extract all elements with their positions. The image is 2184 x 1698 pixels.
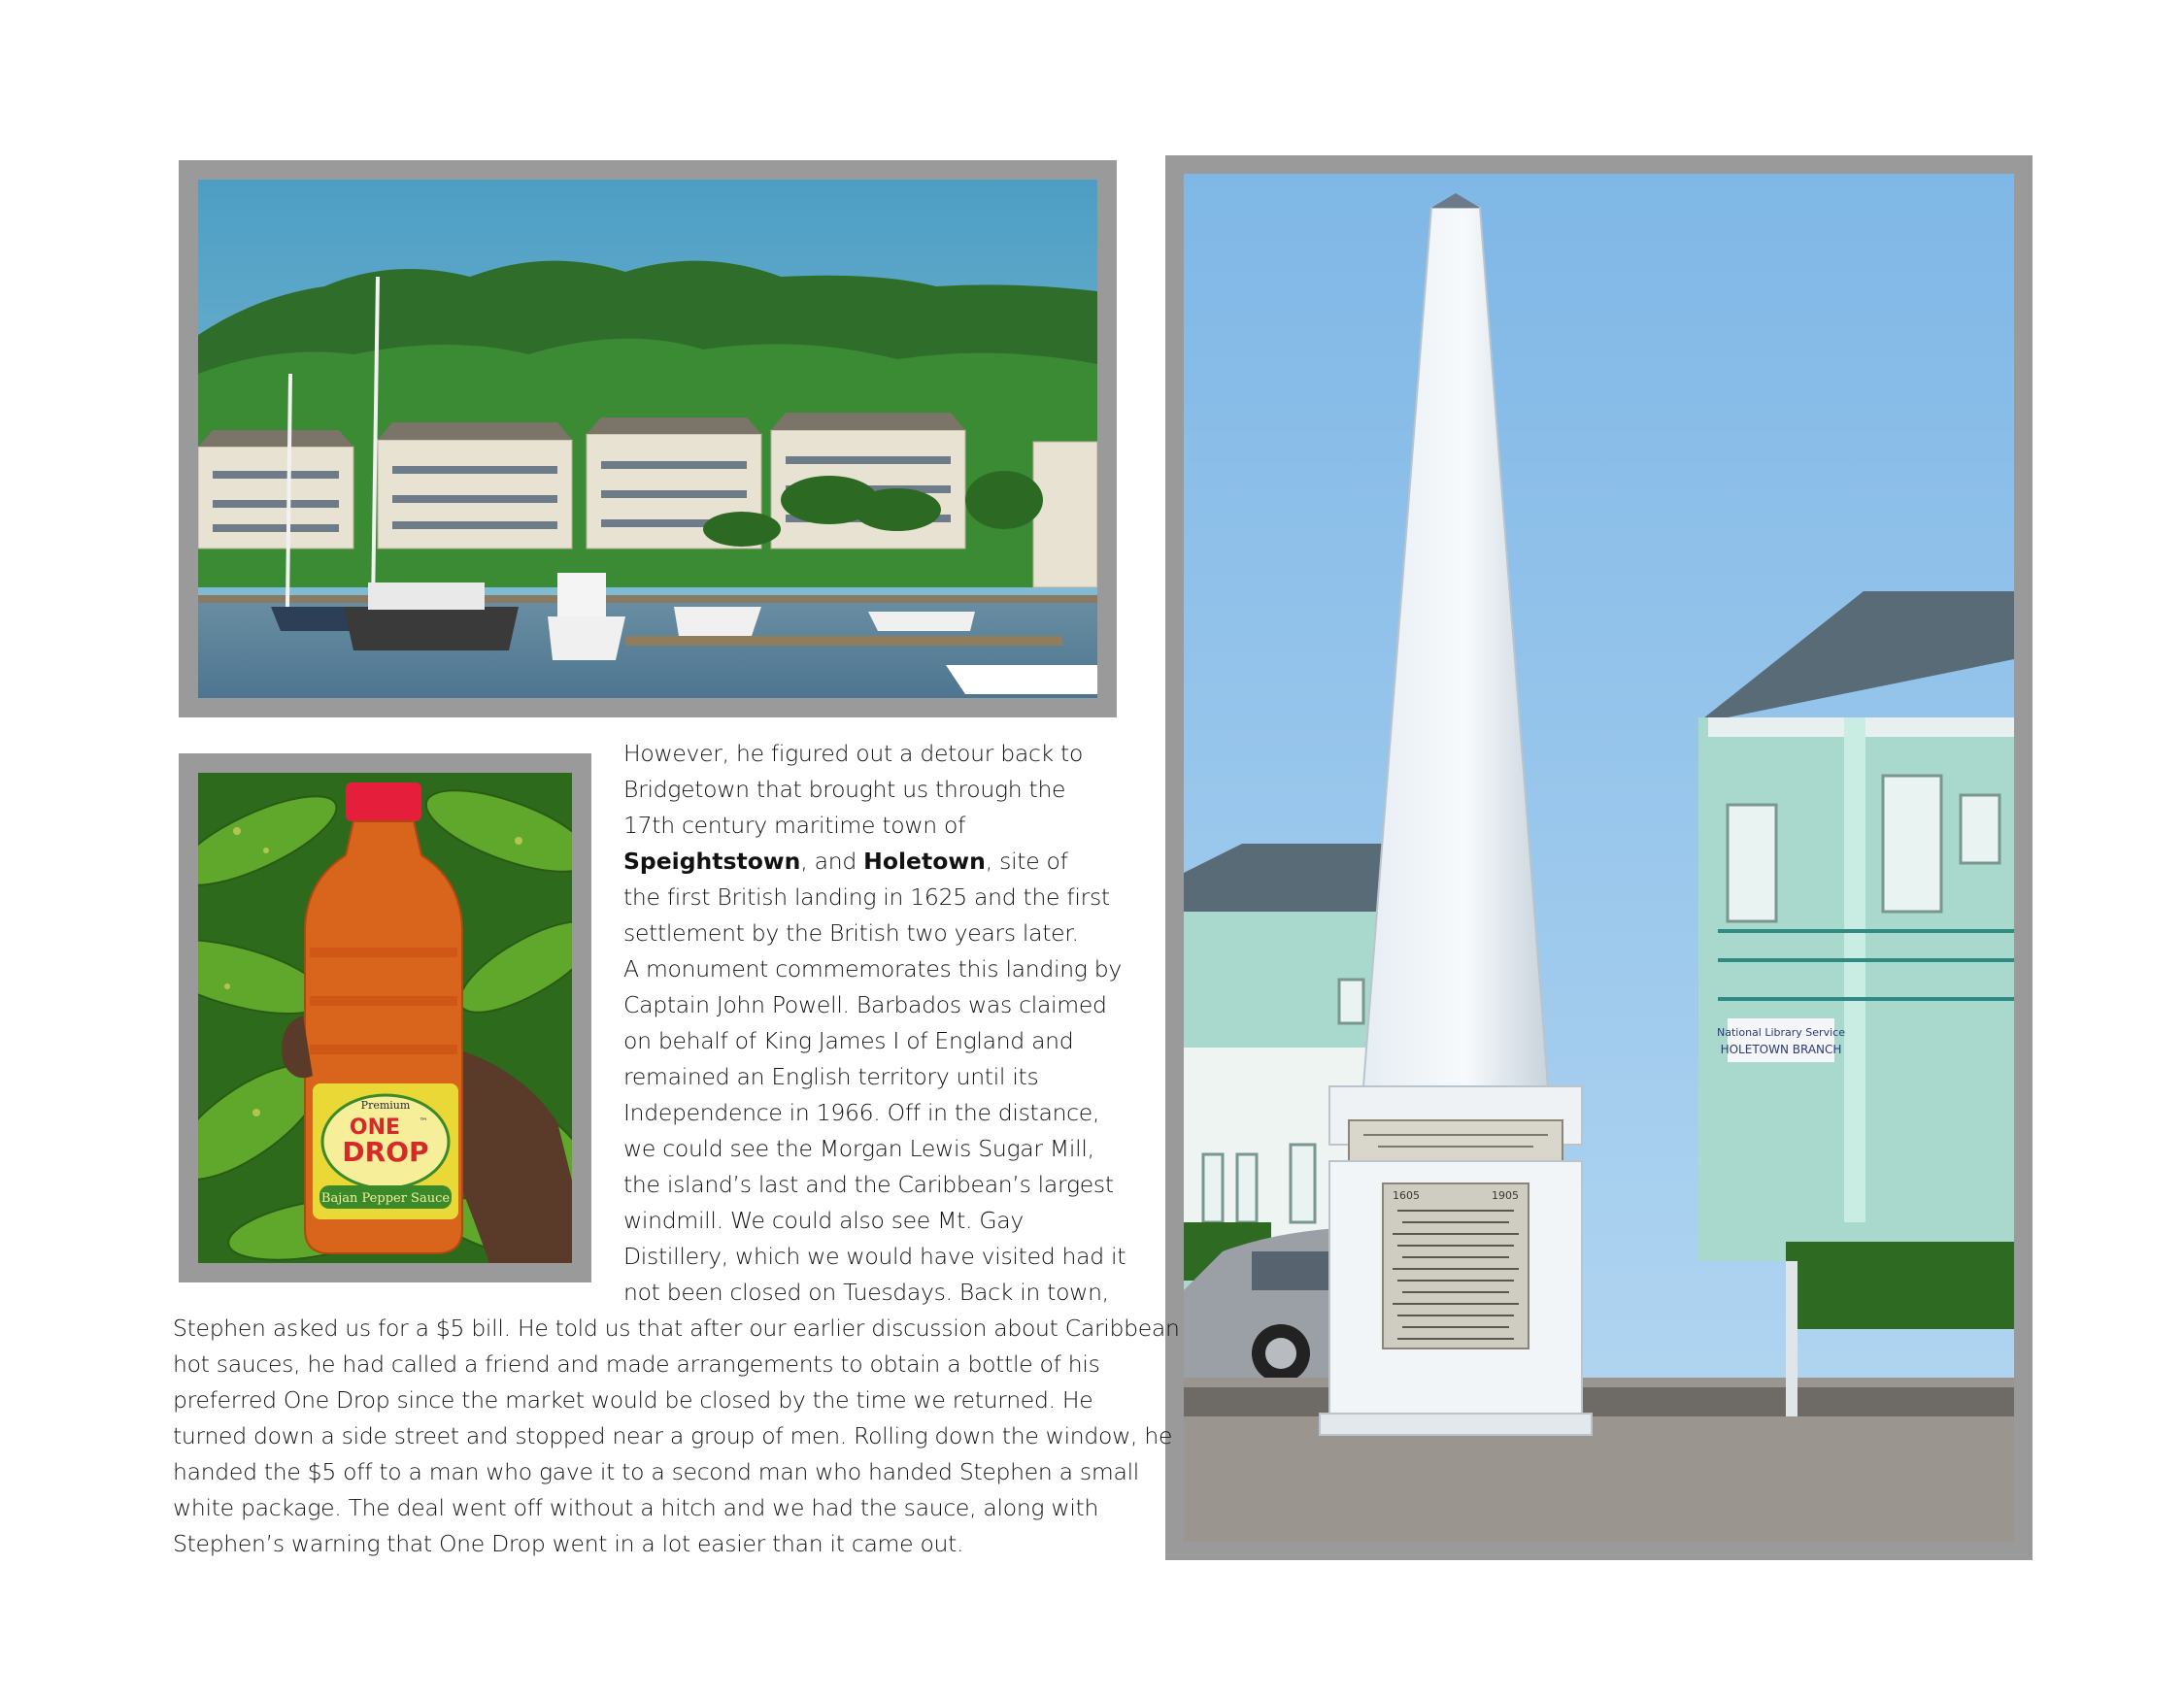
plaque-year-left: 1605 (1393, 1189, 1420, 1202)
sauce-label-tm: ™ (419, 1117, 428, 1127)
plaque-year-right: 1905 (1492, 1189, 1519, 1202)
article-line: windmill. We could also see Mt. Gay (623, 1207, 1024, 1234)
article-line: not been closed on Tuesdays. Back in town, (623, 1279, 1109, 1306)
article-line: 17th century maritime town of (623, 812, 966, 839)
article-line: turned down a side street and stopped near a group of men. Rolling down the window, he (173, 1422, 1173, 1449)
article-line: However, he figured out a detour back to (623, 740, 1084, 767)
monument-photo (1184, 174, 2014, 1542)
place-speightstown: Speightstown (623, 848, 801, 875)
article-line: Stephen’s warning that One Drop went in a lot easier than it came out. (173, 1530, 964, 1557)
article-line: the island’s last and the Caribbean’s largest (623, 1171, 1114, 1198)
article-line: the first British landing in 1625 and the first (623, 883, 1110, 911)
article-text-fragment: , and (800, 848, 864, 875)
sauce-label-drop: DROP (342, 1136, 429, 1168)
article-line: on behalf of King James I of England and (623, 1027, 1074, 1054)
article-line: we could see the Morgan Lewis Sugar Mill, (623, 1135, 1094, 1162)
article-line: A monument commemorates this landing by (623, 955, 1122, 982)
place-holetown: Holetown (863, 848, 986, 875)
sauce-label-premium: Premium (360, 1099, 411, 1112)
article-line: hot sauces, he had called a friend and made arrangements to obtain a bottle of his (173, 1350, 1100, 1378)
article-line: preferred One Drop since the market would be closed by the time we returned. He (173, 1386, 1093, 1414)
marina-photo-frame (179, 160, 1117, 717)
article-text-fragment: , site of (985, 848, 1068, 875)
article-line: Stephen asked us for a $5 bill. He told us that after our earlier discussion about Caribbean (173, 1315, 1180, 1342)
library-sign-line1: National Library Service (1717, 1026, 1845, 1039)
article-line: white package. The deal went off without a hitch and we had the sauce, along with (173, 1494, 1099, 1521)
hot-sauce-photo-frame (179, 753, 591, 1282)
marina-photo (198, 180, 1097, 698)
monument-photo-frame (1165, 155, 2033, 1560)
article-line: Bridgetown that brought us through the (623, 776, 1066, 803)
article-line: Captain John Powell. Barbados was claimed (623, 991, 1107, 1018)
article-line: Distillery, which we would have visited had it (623, 1243, 1126, 1270)
article-line: handed the $5 off to a man who gave it to a second man who handed Stephen a small (173, 1458, 1140, 1485)
sauce-label-name: Bajan Pepper Sauce (320, 1191, 451, 1206)
hot-sauce-photo (198, 773, 572, 1263)
article-line: settlement by the British two years later. (623, 919, 1079, 947)
article-line: remained an English territory until its (623, 1063, 1039, 1090)
article-line-places (623, 848, 1068, 875)
sauce-label-one: ONE (349, 1115, 401, 1140)
library-sign-line2: HOLETOWN BRANCH (1720, 1043, 1842, 1056)
article-line: Independence in 1966. Off in the distance, (623, 1099, 1100, 1126)
